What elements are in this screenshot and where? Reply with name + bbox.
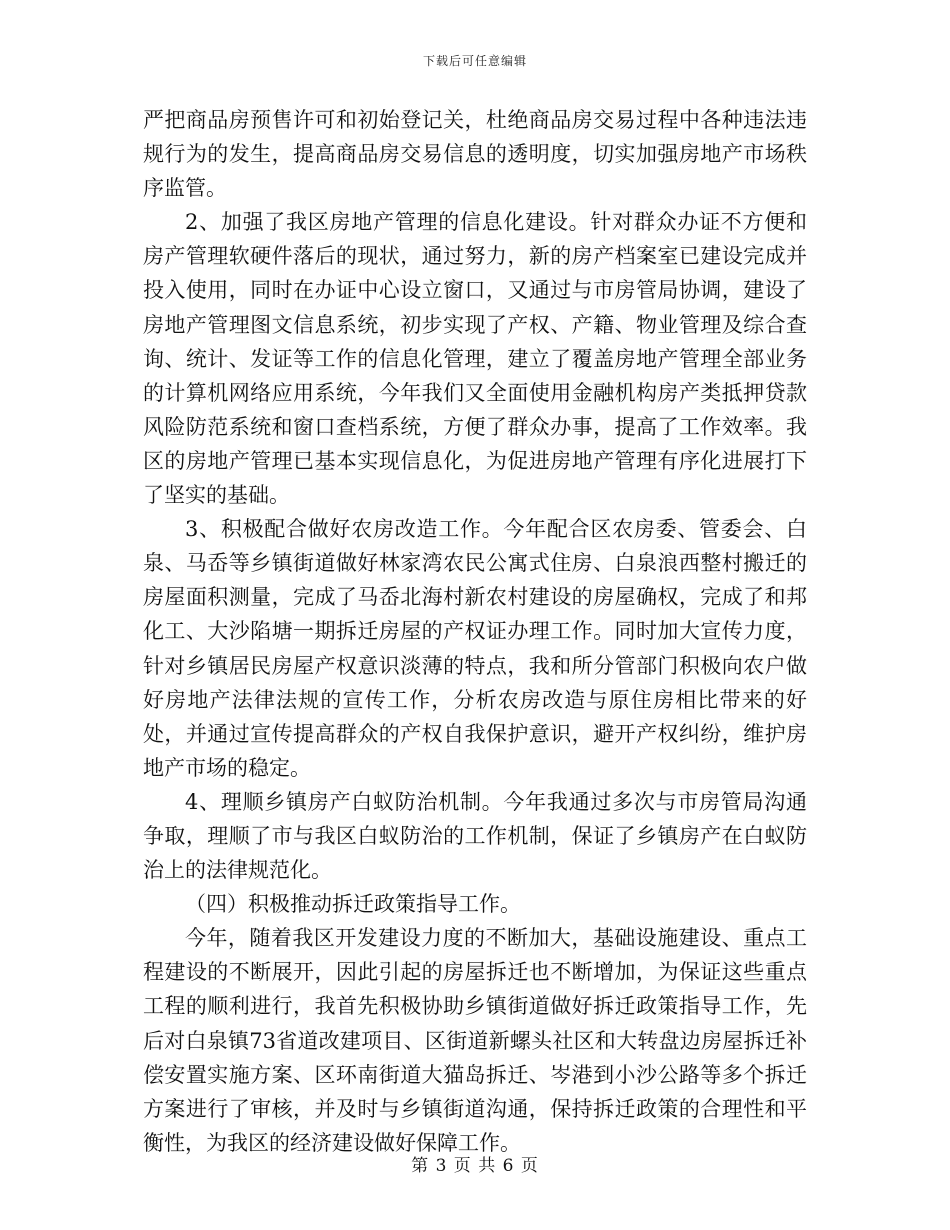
paragraph-1: 严把商品房预售许可和初始登记关，杜绝商品房交易过程中各种违法违规行为的发生，提高商品房交易信息的透明度，切实加强房地产市场秩序监管。: [143, 108, 807, 201]
document-body: [143, 103, 807, 1160]
paragraph-2: 2、加强了我区房地产管理的信息化建设。针对群众办证不方便和房产管理软硬件落后的现状，通过努力，新的房产档案室已建设完成并投入使用，同时在办证中心设立窗口，又通过与市房管局协调，建设了房地产管理图文信息系统，初步实现了产权、产籍、物业管理及综合查询、统计、发证等工作的信息化管理，建立了覆盖房地产管理全部业务的计算机网络应用系统，今年我们又全面使用金融机构房产类抵押贷款风险防范系统和窗口查档系统，方便了群众办事，提高了工作效率。我区的房地产管理已基本实现信息化，为促进房地产管理有序化进展打下了坚实的基础。: [143, 210, 807, 508]
section-heading: （四）积极推动拆迁政策指导工作。: [185, 892, 521, 917]
paragraph-4: 4、理顺乡镇房产白蚁防治机制。今年我通过多次与市房管局沟通争取，理顺了市与我区白蚁防治的工作机制，保证了乡镇房产在白蚁防治上的法律规范化。: [143, 789, 807, 883]
page-number-footer: 第 3 页 共 6 页: [411, 1156, 539, 1176]
paragraph-5: 今年，随着我区开发建设力度的不断加大，基础设施建设、重点工程建设的不断展开，因此引起的房屋拆迁也不断增加，为保证这些重点工程的顺利进行，我首先积极协助乡镇街道做好拆迁政策指导工作，先后对白泉镇73省道改建项目、区街道新螺头社区和大转盘边房屋拆迁补偿安置实施方案、区环南街道大猫岛拆迁、岑港到小沙公路等多个拆迁方案进行了审核，并及时与乡镇街道沟通，保持拆迁政策的合理性和平衡性，为我区的经济建设做好保障工作。: [143, 926, 807, 1155]
paragraph-3: 3、积极配合做好农房改造工作。今年配合区农房委、管委会、白泉、马岙等乡镇街道做好林家湾农民公寓式住房、白泉浪西整村搬迁的房屋面积测量，完成了马岙北海村新农村建设的房屋确权，完成了和邦化工、大沙陷塘一期拆迁房屋的产权证办理工作。同时加大宣传力度，针对乡镇居民房屋产权意识淡薄的特点，我和所分管部门积极向农户做好房地产法律法规的宣传工作，分析农房改造与原住房相比带来的好处，并通过宣传提高群众的产权自我保护意识，避开产权纠纷，维护房地产市场的稳定。: [143, 517, 807, 780]
page-header-note: 下载后可任意编辑: [422, 54, 527, 68]
